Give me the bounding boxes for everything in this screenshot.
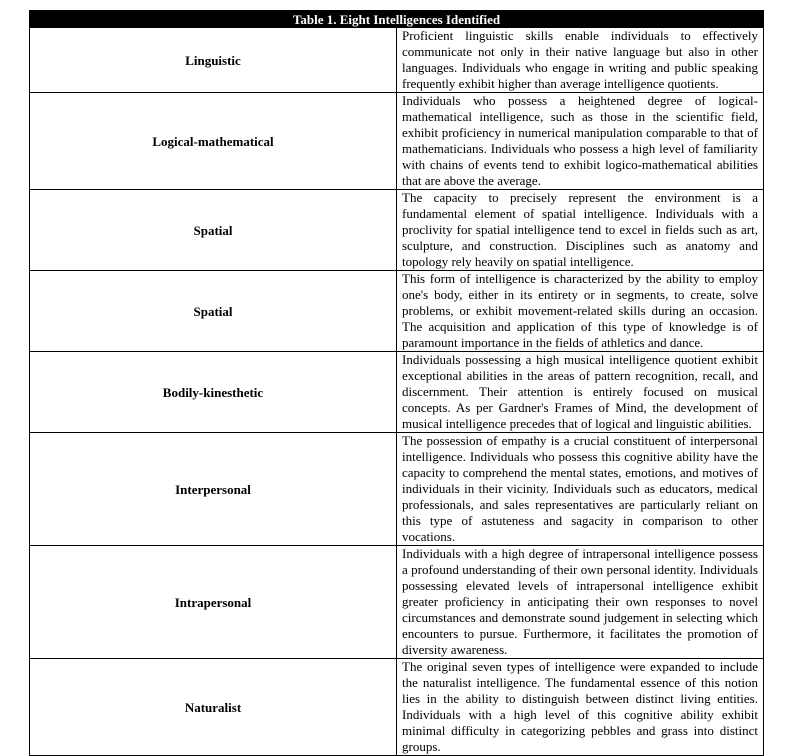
row-label: Logical-mathematical xyxy=(30,93,397,190)
row-label: Spatial xyxy=(30,190,397,271)
table-row xyxy=(30,352,764,433)
row-label: Linguistic xyxy=(30,28,397,93)
row-description: The capacity to precisely represent the environment is a fundamental element of spatial intelligence. Individuals with a proclivity for spatial intelligence tend to excel in fields such as art, sculpture, and construction. Disciplines such as anatomy and topology rely heavily on spatial intelligence. xyxy=(397,190,764,271)
table-title-row xyxy=(30,11,764,28)
row-description: The original seven types of intelligence were expanded to include the naturalist intelligence. The fundamental essence of this notion lies in the ability to distinguish between distinct living entities. Individuals with a high level of this cognitive ability exhibit minimal difficulty in categorizing pebbles and grass into distinct groups. xyxy=(397,659,764,756)
table-row xyxy=(30,190,764,271)
row-description: Individuals who possess a heightened degree of logical-mathematical intelligence, such as those in the scientific field, exhibit proficiency in numerical manipulation comparable to that of mathematicians. Individuals who possess a high level of familiarity with chains of events tend to exhibit logico-mathematical abilities that are above the average. xyxy=(397,93,764,190)
row-label: Naturalist xyxy=(30,659,397,756)
table-row xyxy=(30,433,764,546)
row-label: Interpersonal xyxy=(30,433,397,546)
table-row xyxy=(30,93,764,190)
row-description: The possession of empathy is a crucial constituent of interpersonal intelligence. Individuals who possess this cognitive ability have the capacity to comprehend the mental states, emotions, and motives of individuals in their vicinity. Individuals such as educators, medical professionals, and sales representatives are particularly reliant on this type of astuteness and sagacity in comparison to other vocations. xyxy=(397,433,764,546)
row-label: Bodily-kinesthetic xyxy=(30,352,397,433)
row-description: Individuals with a high degree of intrapersonal intelligence possess a profound understanding of their own personal identity. Individuals possessing elevated levels of intrapersonal intelligence exhibit greater proficiency in anticipating their own responses to novel circumstances and demonstrate sound judgement in selecting which encounters to pursue. Furthermore, it facilitates the promotion of diversity awareness. xyxy=(397,546,764,659)
table-row xyxy=(30,271,764,352)
table-row xyxy=(30,546,764,659)
table-title: Table 1. Eight Intelligences Identified xyxy=(30,11,764,28)
row-label: Spatial xyxy=(30,271,397,352)
intelligences-table xyxy=(29,10,764,756)
row-description: Proficient linguistic skills enable individuals to effectively communicate not only in their native language but also in other languages. Individuals who engage in writing and public speaking frequently exhibit higher than average intelligence quotients. xyxy=(397,28,764,93)
row-label: Intrapersonal xyxy=(30,546,397,659)
row-description: This form of intelligence is characterized by the ability to employ one's body, either in its entirety or in segments, to create, solve problems, or exhibit movement-related skills during an occasion. The acquisition and application of this type of knowledge is of paramount importance in the fields of athletics and dance. xyxy=(397,271,764,352)
table-row xyxy=(30,28,764,93)
row-description: Individuals possessing a high musical intelligence quotient exhibit exceptional abilities in the areas of pattern recognition, recall, and discernment. Their attention is entirely focused on musical concepts. As per Gardner's Frames of Mind, the development of musical intelligence precedes that of logical and linguistic abilities. xyxy=(397,352,764,433)
table-row xyxy=(30,659,764,756)
intelligences-table-container xyxy=(29,10,764,756)
